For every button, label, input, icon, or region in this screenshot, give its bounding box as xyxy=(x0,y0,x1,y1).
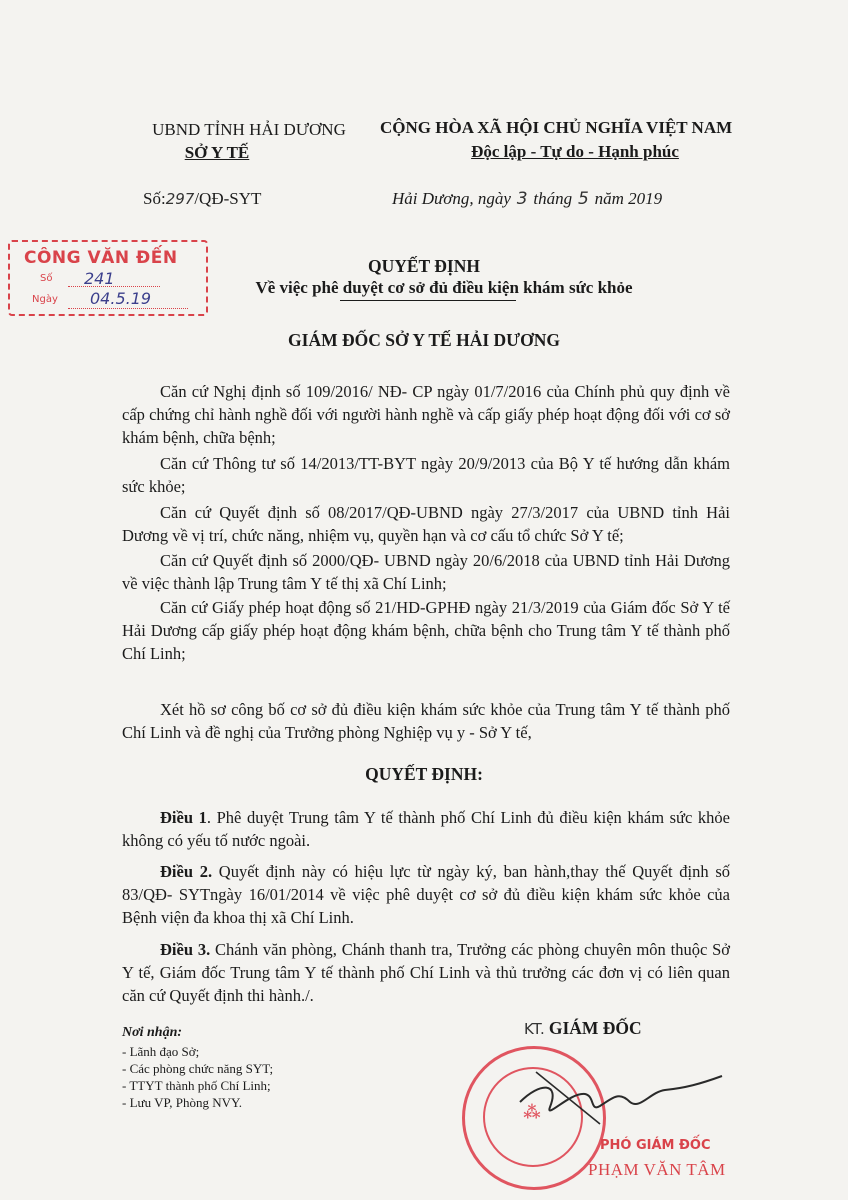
signer-name: PHẠM VĂN TÂM xyxy=(588,1160,726,1179)
recipient-item: - Các phòng chức năng SYT; xyxy=(122,1061,274,1076)
stamp-so-value: 241 xyxy=(84,269,115,288)
basis-2: Căn cứ Thông tư số 14/2013/TT-BYT ngày 20/9/2013 của Bộ Y tế hướng dẫn khám sức khỏe; xyxy=(122,454,730,496)
basis-1: Căn cứ Nghị định số 109/2016/ NĐ- CP ngày 01/7/2016 của Chính phủ quy định về cấp chứng chỉ hành nghề đối với người hành nghề và cấp giấy phép hoạt động đối với cơ sở khám bệnh, chữa bệnh; xyxy=(122,382,730,447)
position-text: GIÁM ĐỐC xyxy=(548,1018,642,1038)
seal-center-mark: ⁂ xyxy=(523,1103,541,1123)
stamp-title-deputy: PHÓ GIÁM ĐỐC xyxy=(600,1138,711,1153)
doc-subtitle: Về việc phê duyệt cơ sở đủ điều kiện khám sức khỏe xyxy=(255,278,633,297)
article-3 xyxy=(122,938,730,1007)
kt-hand: KT. xyxy=(524,1020,545,1038)
stamp-title: CÔNG VĂN ĐẾN xyxy=(24,248,178,268)
article-1-text: Phê duyệt Trung tâm Y tế thành phố Chí Linh đủ điều kiện khám sức khỏe không có yếu tố nước ngoài. xyxy=(122,808,730,850)
basis-6: Xét hồ sơ công bố cơ sở đủ điều kiện khám sức khỏe của Trung tâm Y tế thành phố Chí Linh và đề nghị của Trưởng phòng Nghiệp vụ y - Sở Y tế, xyxy=(122,700,730,742)
recipient-item: - Lưu VP, Phòng NVY. xyxy=(122,1095,242,1110)
place-date xyxy=(392,189,662,209)
stamp-line-2 xyxy=(68,308,188,309)
subtitle-underline xyxy=(340,300,516,301)
article-1-sep: . xyxy=(206,808,211,827)
day-hand: 3 xyxy=(516,189,528,209)
authority: GIÁM ĐỐC SỞ Y TẾ HẢI DƯƠNG xyxy=(288,330,560,350)
basis-5: Căn cứ Giấy phép hoạt động số 21/HD-GPHĐ ngày 21/3/2019 của Giám đốc Sở Y tế Hải Dương cấp giấy phép hoạt động khám bệnh, chữa bệnh cho Trung tâm Y tế thành phố Chí Linh; xyxy=(122,598,730,663)
handwritten-signature xyxy=(500,1062,730,1132)
stamp-line-1 xyxy=(68,286,160,287)
stamp-ngay-label: Ngày xyxy=(32,294,58,305)
article-2 xyxy=(122,860,730,929)
motto-text: Độc lập - Tự do - Hạnh phúc xyxy=(471,142,679,161)
motto xyxy=(380,142,770,162)
doc-number-hand: 297 xyxy=(165,190,195,208)
country-name: CỘNG HÒA XÃ HỘI CHỦ NGHĨA VIỆT NAM xyxy=(380,118,733,137)
doc-number-prefix: Số: xyxy=(143,189,166,208)
signature-position xyxy=(524,1018,642,1039)
basis-4: Căn cứ Quyết định số 2000/QĐ- UBND ngày 20/6/2018 của UBND tỉnh Hải Dương về việc thành lập Trung tâm Y tế thị xã Chí Linh; xyxy=(122,551,730,593)
agency-name-text: SỞ Y TẾ xyxy=(184,143,250,162)
article-3-text: Chánh văn phòng, Chánh thanh tra, Trưởng các phòng chuyên môn thuộc Sở Y tế, Giám đốc Trung tâm Y tế thành phố Chí Linh và thủ trưởng các đơn vị có liên quan căn cứ Quyết định thi hành./. xyxy=(122,940,731,1005)
place-date-part3: năm 2019 xyxy=(594,189,663,208)
doc-number-suffix: /QĐ-SYT xyxy=(194,189,262,208)
incoming-stamp xyxy=(8,240,208,316)
place-date-part2: tháng xyxy=(533,189,573,208)
stamp-so-label: Số xyxy=(40,273,53,284)
doc-title: QUYẾT ĐỊNH xyxy=(368,256,480,276)
article-1-label: Điều 1 xyxy=(160,808,207,827)
doc-number xyxy=(143,189,261,209)
basis-3: Căn cứ Quyết định số 08/2017/QĐ-UBND ngày 27/3/2017 của UBND tỉnh Hải Dương về vị trí, chức năng, nhiệm vụ, quyền hạn và cơ cấu tổ chức Sở Y tế; xyxy=(122,503,730,545)
agency-name xyxy=(135,143,299,163)
article-2-label: Điều 2. xyxy=(160,862,213,881)
stamp-ngay-value: 04.5.19 xyxy=(90,289,152,308)
article-2-text: Quyết định này có hiệu lực từ ngày ký, ban hành,thay thế Quyết định số 83/QĐ- SYTngày 16/01/2014 về việc phê duyệt cơ sở đủ điều kiện khám sức khỏe của Bệnh viện đa khoa thị xã Chí Linh. xyxy=(122,862,730,927)
article-3-label: Điều 3. xyxy=(160,940,211,959)
month-hand: 5 xyxy=(577,189,589,209)
decision-heading: QUYẾT ĐỊNH: xyxy=(365,764,483,784)
article-1 xyxy=(122,806,730,852)
recipient-item: - Lãnh đạo Sở; xyxy=(122,1044,200,1059)
place-date-part1: Hải Dương, ngày xyxy=(392,189,511,208)
recipients-heading: Nơi nhận: xyxy=(122,1025,183,1040)
recipients xyxy=(122,1025,422,1111)
agency-parent: UBND TỈNH HẢI DƯƠNG xyxy=(152,120,346,139)
recipient-item: - TTYT thành phố Chí Linh; xyxy=(122,1078,271,1093)
